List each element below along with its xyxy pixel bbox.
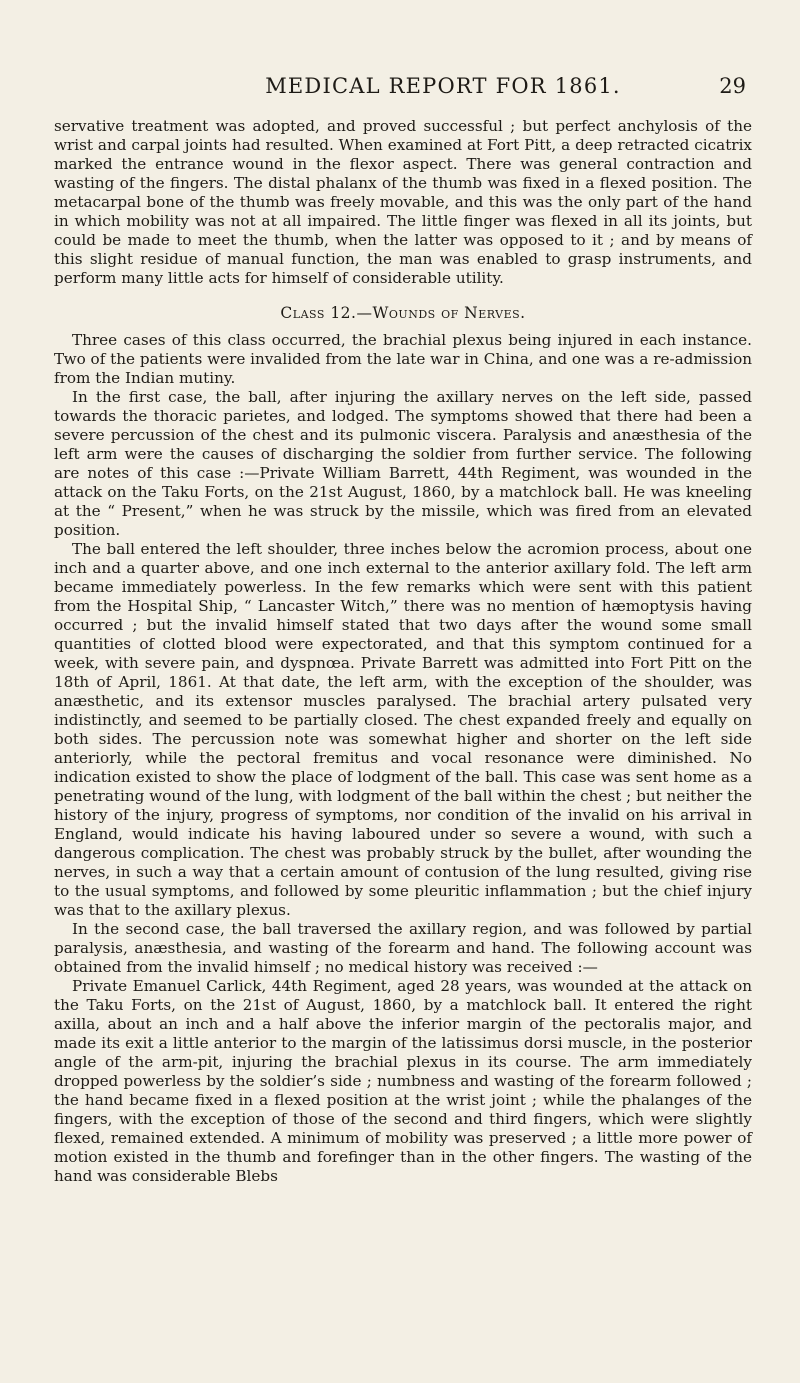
running-title: MEDICAL REPORT FOR 1861.: [265, 74, 621, 98]
section-heading: Class 12.—Wounds of Nerves.: [280, 304, 526, 322]
paragraph-ball-entry: The ball entered the left shoulder, three inches below the acromion process, about one inch and a quarter above, and one inch external to the anterior axillary fold. The left arm became immediately powerless. In the few remarks which were sent with this patient from the Hospital Ship, “ Lancaster Witch,” there was no mention of hæmoptysis having occurred ; but the invalid himself stated that two days after the wound some small quantities of clotted blood were expectorated, and that this symptom continued for a week, with severe pain, and dyspnœa. Private Barrett was admitted into Fort Pitt on the 18th of April, 1861. At that date, the left arm, with the exception of the shoulder, was anæsthetic, and its extensor muscles paralysed. The brachial artery pulsated very indistinctly, and seemed to be partially closed. The chest expanded freely and equally on both sides. The percussion note was somewhat higher and shorter on the left side anteriorly, while the pectoral fremitus and vocal resonance were diminished. No indication existed to show the place of lodgment of the ball. This case was sent home as a penetrating wound of the lung, with lodgment of the ball within the chest ; but neither the history of the injury, progress of symptoms, nor condition of the invalid on his arrival in England, would indicate his having laboured under so severe a wound, with such a dangerous complication. The chest was probably struck by the bullet, after wounding the nerves, in such a way that a certain amount of contusion of the lung resulted, giving rise to the usual symptoms, and followed by some pleuritic inflammation ; but the chief injury was that to the axillary plexus.: [54, 540, 753, 919]
paragraph-class-overview: Three cases of this class occurred, the brachial plexus being injured in each instance. Two of the patients were invalided from the late war in China, and one was a re-admission from the Indian mutiny.: [54, 331, 753, 387]
running-head: [140, 74, 746, 110]
body-text: [54, 117, 752, 1186]
paragraph-first-case: In the first case, the ball, after injuring the axillary nerves on the left side, passed towards the thoracic parietes, and lodged. The symptoms showed that there had been a severe percussion of the chest and its pulmonic viscera. Paralysis and anæsthesia of the left arm were the causes of discharging the soldier from further service. The following are notes of this case :—Private William Barrett, 44th Regiment, was wounded in the attack on the Taku Forts, on the 21st August, 1860, by a matchlock ball. He was kneeling at the “ Present,” when he was struck by the missile, which was fired from an elevated position.: [54, 388, 752, 539]
page-number: 29: [719, 74, 746, 98]
paragraph-second-case: In the second case, the ball traversed the axillary region, and was followed by partial paralysis, anæsthesia, and wasting of the forearm and hand. The following account was obtained from the invalid himself ; no medical history was received :—: [54, 920, 752, 976]
paragraph-carlick-account: Private Emanuel Carlick, 44th Regiment, aged 28 years, was wounded at the attack on the Taku Forts, on the 21st of August, 1860, by a matchlock ball. It entered the right axilla, about an inch and a half above the inferior margin of the pectoralis major, and made its exit a little anterior to the margin of the latissimus dorsi muscle, in the posterior angle of the arm-pit, injuring the brachial plexus in its course. The arm immediately dropped powerless by the soldier’s side ; numbness and wasting of the forearm followed ; the hand became fixed in a flexed position at the wrist joint ; while the phalanges of the fingers, with the exception of those of the second and third fingers, which were slightly flexed, remained extended. A minimum of mobility was preserved ; a little more power of motion existed in the thumb and forefinger than in the other fingers. The wasting of the hand was considerable Blebs: [54, 977, 752, 1185]
paragraph-continuation: servative treatment was adopted, and proved successful ; but perfect anchylosis of the wrist and carpal joints had resulted. When examined at Fort Pitt, a deep retracted cicatrix marked the entrance wound in the flexor aspect. There was general contraction and wasting of the fingers. The distal phalanx of the thumb was fixed in a flexed position. The metacarpal bone of the thumb was freely movable, and this was the only part of the hand in which mobility was not at all impaired. The little finger was flexed in all its joints, but could be made to meet the thumb, when the latter was opposed to it ; and by means of this slight residue of manual function, the man was enabled to grasp instruments, and perform many little acts for himself of considerable utility.: [54, 117, 752, 287]
